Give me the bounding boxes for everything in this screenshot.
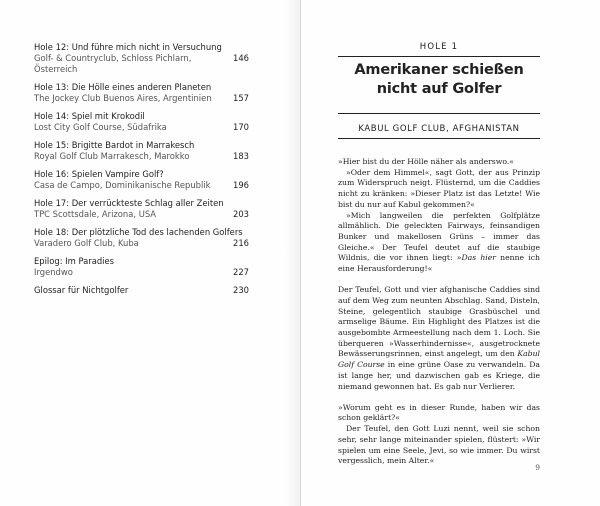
- toc-entry-location: TPC Scottsdale, Arizona, USA: [34, 209, 157, 219]
- toc-entry-location: The Jockey Club Buenos Aires, Argentinien: [34, 93, 212, 103]
- chapter-location: KABUL GOLF CLUB, AFGHANISTAN: [358, 124, 520, 134]
- paragraph: »Hier bist du der Hölle näher als anderswo.«: [338, 157, 514, 166]
- chapter-body: [338, 157, 540, 467]
- emphasis: Kabul Golf Course: [338, 349, 540, 370]
- toc-entry: [34, 140, 249, 162]
- title-rule-bottom: [338, 113, 540, 114]
- toc-entry-page: 216: [233, 238, 249, 248]
- table-of-contents: [34, 42, 249, 303]
- toc-entry-page: 146: [233, 53, 249, 63]
- toc-entry: [34, 285, 249, 296]
- toc-entry-page: 157: [233, 93, 249, 103]
- toc-entry-page: 230: [233, 285, 249, 295]
- paragraph: [338, 285, 540, 392]
- paragraph: [338, 211, 540, 275]
- location-rule: [338, 138, 540, 139]
- toc-entry-page: 196: [233, 180, 249, 190]
- toc-entry-title: Hole 13: Die Hölle eines anderen Planeten: [34, 82, 212, 92]
- toc-entry: [34, 111, 249, 133]
- toc-entry-title: Hole 12: Und führe mich nicht in Versuchung: [34, 42, 222, 52]
- text-run: in eine grüne Oase zu verwandeln. Da ist lange her, und dazwischen gab es Kriege, die niemand gewonnen hat. Es gab nur Verlierer.: [338, 360, 540, 391]
- toc-entry-page: 183: [233, 151, 249, 161]
- toc-entry-title: Hole 17: Der verrückteste Schlag aller Zeiten: [34, 198, 224, 208]
- toc-entry-location: Golf- & Countryclub, Schloss Pichlarn, Österreich: [34, 53, 192, 74]
- hole-label: HOLE 1: [419, 42, 459, 52]
- toc-entry-page: 203: [233, 209, 249, 219]
- text-run: »Mich langweilen die perfekten Golfplätze allmählich. Die geleckten Fairways, feinsandigen Bunker und makellosen Grüns – immer das Gleiche.« Der Teufel deutet auf die staubige Wildnis, die vor ihnen liegt:: [338, 210, 540, 263]
- toc-entry: [34, 169, 249, 191]
- toc-entry-title: Epilog: Im Paradies: [34, 256, 115, 266]
- chapter-title: Amerikaner schießen nicht auf Golfer: [354, 62, 524, 97]
- title-rule-top: [338, 56, 540, 57]
- toc-entry-title: Hole 15: Brigitte Bardot in Marrakesch: [34, 140, 195, 150]
- text-run: Der Teufel, Gott und vier afghanische Caddies sind auf dem Weg zum neunten Abschlag. Sand, Disteln, Steine, gelegentlich staubige Grasbüschel und armselige Bäume. Ein Highlight des Platzes ist die ausgebombte Armeestellung nach dem 1. Loch. Sie überqueren »Wasserhindernisse«, ausgetrocknete Bewässerungsrinnen, einst angelegt, um den: [338, 285, 540, 359]
- paragraph: »Worum geht es in dieser Runde, haben wir das schon geklärt?«: [338, 402, 540, 423]
- toc-entry-title: Glossar für Nichtgolfer: [34, 285, 129, 295]
- paragraph: Der Teufel, den Gott Luzi nennt, weil sie schon sehr, sehr lange miteinander spielen, flüstert: »Wir spielen um eine Seele, Jevi, so wie immer. Du wirst vergesslich, mein Alter.«: [338, 424, 540, 466]
- toc-entry-location: Irgendwo: [34, 267, 73, 277]
- toc-entry-page: 170: [233, 122, 249, 132]
- toc-entry: [34, 82, 249, 104]
- toc-entry-title: Hole 14: Spiel mit Krokodil: [34, 111, 145, 121]
- toc-entry: [34, 198, 249, 220]
- text-run: nenne ich eine Herausforderung!«: [338, 253, 540, 274]
- toc-entry-location: Varadero Golf Club, Kuba: [34, 238, 139, 248]
- paragraph: »Oder dem Himmel«, sagt Gott, der aus Prinzip zum Widerspruch neigt. Flüsternd, um die Caddies nicht zu kränken: »Dieser Platz ist das Letzte! Wie bist du nur auf Kabul gekommen?«: [338, 167, 540, 209]
- page-number: 9: [535, 463, 540, 472]
- toc-entry: [34, 227, 249, 249]
- emphasis: »Das hier: [456, 253, 496, 263]
- toc-entry-location: Royal Golf Club Marrakesch, Marokko: [34, 151, 190, 161]
- toc-entry-title: Hole 16: Spielen Vampire Golf?: [34, 169, 164, 179]
- toc-entry: [34, 42, 249, 75]
- toc-entry-page: 227: [233, 267, 249, 277]
- toc-entry-title: Hole 18: Der plötzliche Tod des lachenden Golfers: [34, 227, 243, 237]
- toc-entry-location: Casa de Campo, Dominikanische Republik: [34, 180, 211, 190]
- toc-entry: [34, 256, 249, 278]
- toc-entry-location: Lost City Golf Course, Südafrika: [34, 122, 167, 132]
- book-gutter: [286, 0, 300, 506]
